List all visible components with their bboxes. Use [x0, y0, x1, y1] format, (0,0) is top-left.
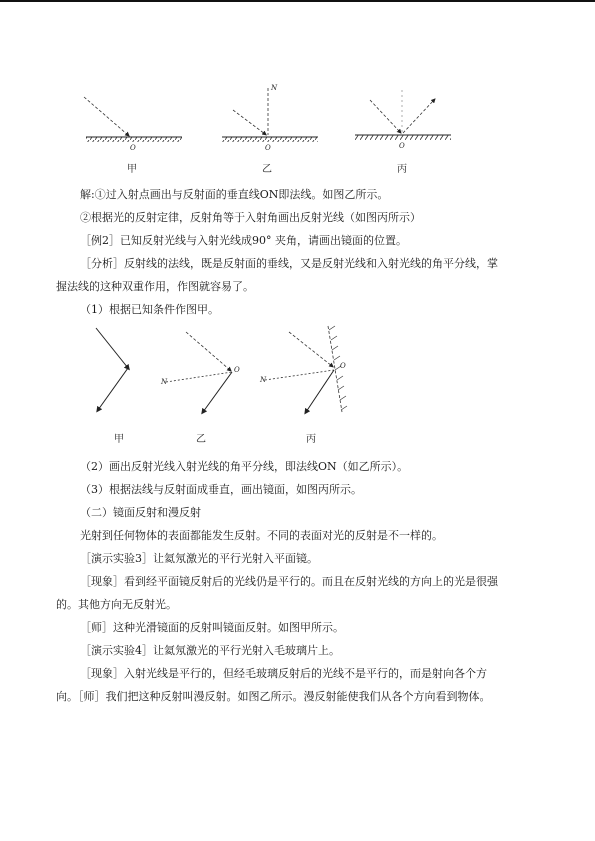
- reflection-diagram-row-2: [0, 318, 595, 446]
- diagram2-yi: [166, 332, 232, 412]
- diagram-jia: [84, 97, 182, 142]
- intro-sentence: 光射到任何物体的表面都能发生反射。不同的表面对光的反射是不一样的。: [80, 529, 443, 542]
- figure2-label-jia: 甲: [114, 434, 124, 445]
- reflection-diagram-1-drawing: [0, 80, 595, 180]
- phenomenon-2-line-1: ［现象］入射光线是平行的，但经毛玻璃反射后的光线不是平行的，而是射向各个方: [80, 667, 487, 680]
- step-3-text: （3）根据法线与反射面成垂直，画出镜面，如图丙所示。: [80, 483, 362, 496]
- text-block-2: [56, 455, 546, 708]
- diagram-bing: [355, 90, 451, 140]
- figure-label-bing: 丙: [397, 164, 407, 175]
- example-2-question: ［例2］已知反射光线与入射光线成90° 夹角，请画出镜面的位置。: [80, 234, 407, 247]
- teacher-note-1: ［师］这种光滑镜面的反射叫镜面反射。如图甲所示。: [80, 621, 344, 634]
- point-label-o-jia: O: [130, 144, 136, 152]
- point-label-o-bing: O: [399, 142, 405, 150]
- analysis-line-2: 握法线的这种双重作用，作图就容易了。: [56, 280, 254, 293]
- step-1-text: （1）根据已知条件作图甲。: [80, 303, 219, 316]
- figure2-label-yi: 乙: [196, 434, 206, 445]
- step-2-text: （2）画出反射光线入射光线的角平分线，即法线ON（如乙所示）。: [80, 460, 409, 473]
- solution-step-2: ②根据光的反射定律，反射角等于入射角画出反射光线（如图丙所示）: [80, 211, 421, 224]
- section-heading-mirror-diffuse: （二）镜面反射和漫反射: [80, 506, 201, 519]
- point-label-o-2: O: [234, 366, 240, 374]
- diagram2-bing: [265, 326, 347, 412]
- reflection-diagram-row-1: [0, 80, 595, 180]
- diagram-yi: [222, 88, 318, 142]
- normal-label-n-3: N: [260, 376, 267, 384]
- figure2-label-bing: 丙: [306, 434, 316, 445]
- normal-label-n-2: N: [161, 378, 168, 386]
- point-label-o-yi: O: [265, 144, 271, 152]
- normal-label-n: N: [271, 84, 278, 92]
- figure-label-jia: 甲: [127, 164, 137, 175]
- solution-step-1: 解:①过入射点画出与反射面的垂直线ON即法线。如图乙所示。: [80, 188, 389, 201]
- point-label-o-3: O: [340, 362, 346, 370]
- phenomenon-2-line-2: 向。［师］我们把这种反射叫漫反射。如图乙所示。漫反射能使我们从各个方向看到物体。: [56, 690, 491, 703]
- demo-experiment-3: ［演示实验3］让氦氖激光的平行光射入平面镜。: [80, 552, 318, 565]
- demo-experiment-4: ［演示实验4］让氦氖激光的平行光射入毛玻璃片上。: [80, 644, 340, 657]
- phenomenon-1-line-2: 的。其他方向无反射光。: [56, 598, 177, 611]
- analysis-line-1: ［分析］反射线的法线，既是反射面的垂线，又是反射光线和入射光线的角平分线，掌: [80, 257, 498, 270]
- phenomenon-1-line-1: ［现象］看到经平面镜反射后的光线仍是平行的。而且在反射光线的方向上的光是很强: [80, 575, 498, 588]
- figure-label-yi: 乙: [262, 164, 272, 175]
- diagram2-jia: [96, 328, 128, 410]
- text-block-1: [56, 183, 546, 321]
- page-top-rule: [0, 0, 595, 2]
- reflection-diagram-2-drawing: [0, 318, 595, 446]
